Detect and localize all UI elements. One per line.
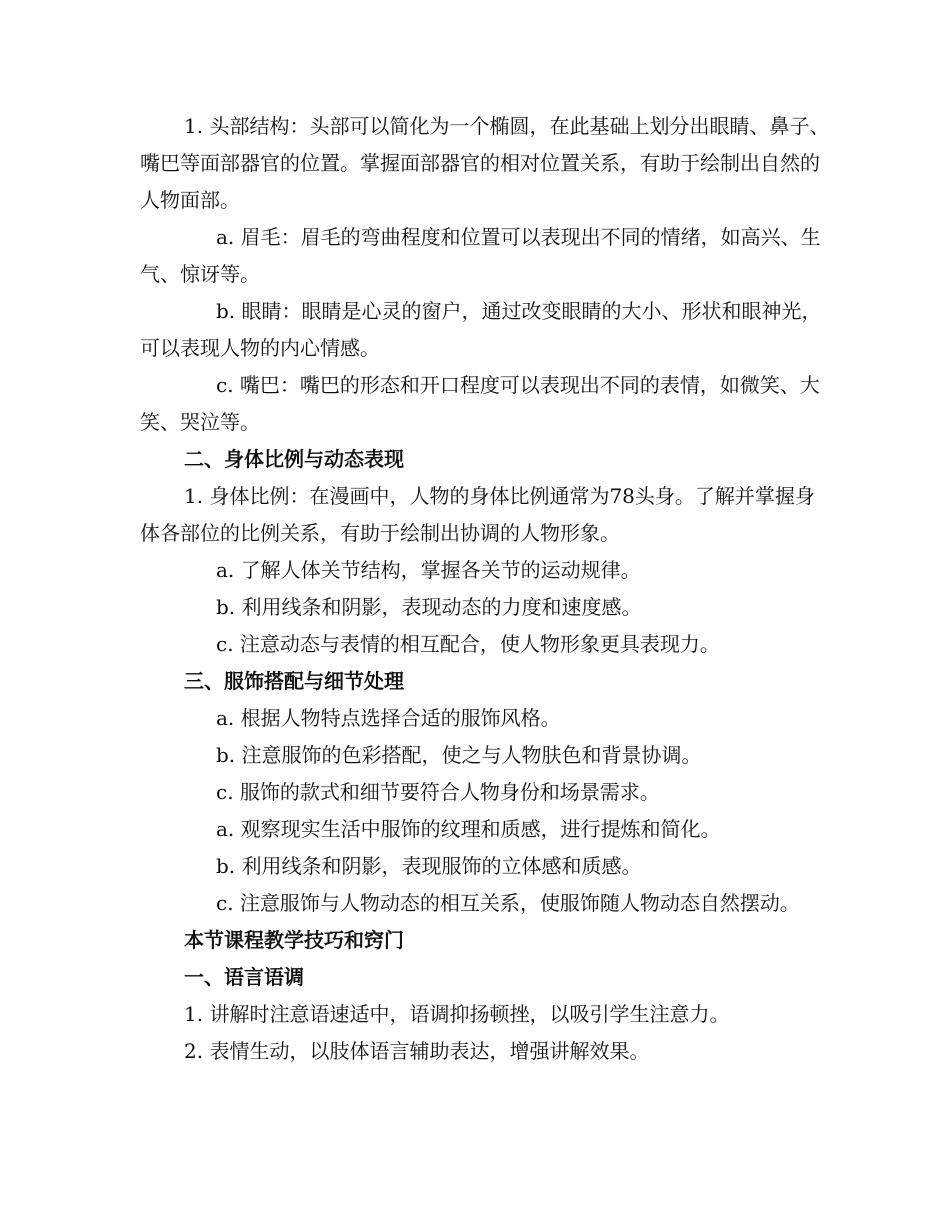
paragraph-costume-color: b. 注意服饰的色彩搭配，使之与人物肤色和背景协调。 bbox=[216, 743, 702, 767]
paragraph-eyebrows: a. 眉毛：眉毛的弯曲程度和位置可以表现出不同的情绪，如高兴、生气、惊讶等。 bbox=[140, 225, 821, 286]
paragraph-costume-volume: b. 利用线条和阴影，表现服饰的立体感和质感。 bbox=[216, 854, 642, 878]
paragraph-body-proportion: 1. 身体比例：在漫画中，人物的身体比例通常为78头身。了解并掌握身体各部位的比例关系，有助于绘制出协调的人物形象。 bbox=[140, 484, 815, 545]
paragraph-speech-rate: 1. 讲解时注意语速适中，语调抑扬顿挫，以吸引学生注意力。 bbox=[184, 1002, 730, 1026]
paragraph-costume-style: a. 根据人物特点选择合适的服饰风格。 bbox=[216, 706, 561, 730]
paragraph-eyes: b. 眼睛：眼睛是心灵的窗户，通过改变眼睛的大小、形状和眼神光，可以表现人物的内心情感。 bbox=[140, 299, 822, 360]
document-page bbox=[140, 108, 830, 1070]
paragraph-head-structure: 1. 头部结构：头部可以简化为一个椭圆，在此基础上划分出眼睛、鼻子、嘴巴等面部器官的位置。掌握面部器官的相对位置关系，有助于绘制出自然的人物面部。 bbox=[140, 114, 830, 212]
paragraph-costume-texture: a. 观察现实生活中服饰的纹理和质感，进行提炼和简化。 bbox=[216, 817, 721, 841]
paragraph-joints: a. 了解人体关节结构，掌握各关节的运动规律。 bbox=[216, 558, 641, 582]
section-heading-language-tone: 一、语言语调 bbox=[184, 965, 304, 989]
paragraph-lines-shadows-motion: b. 利用线条和阴影，表现动态的力度和速度感。 bbox=[216, 595, 642, 619]
paragraph-mouth: c. 嘴巴：嘴巴的形态和开口程度可以表现出不同的表情，如微笑、大笑、哭泣等。 bbox=[140, 373, 820, 434]
paragraph-costume-detail: c. 服饰的款式和细节要符合人物身份和场景需求。 bbox=[216, 780, 660, 804]
section-heading-body-proportion: 二、身体比例与动态表现 bbox=[184, 447, 404, 471]
paragraph-motion-expression: c. 注意动态与表情的相互配合，使人物形象更具表现力。 bbox=[216, 632, 720, 656]
paragraph-body-language: 2. 表情生动，以肢体语言辅助表达，增强讲解效果。 bbox=[184, 1039, 650, 1063]
section-heading-costume: 三、服饰搭配与细节处理 bbox=[184, 669, 404, 693]
paragraph-costume-dynamics: c. 注意服饰与人物动态的相互关系，使服饰随人物动态自然摆动。 bbox=[216, 891, 800, 915]
section-heading-teaching-tips: 本节课程教学技巧和窍门 bbox=[184, 928, 404, 952]
